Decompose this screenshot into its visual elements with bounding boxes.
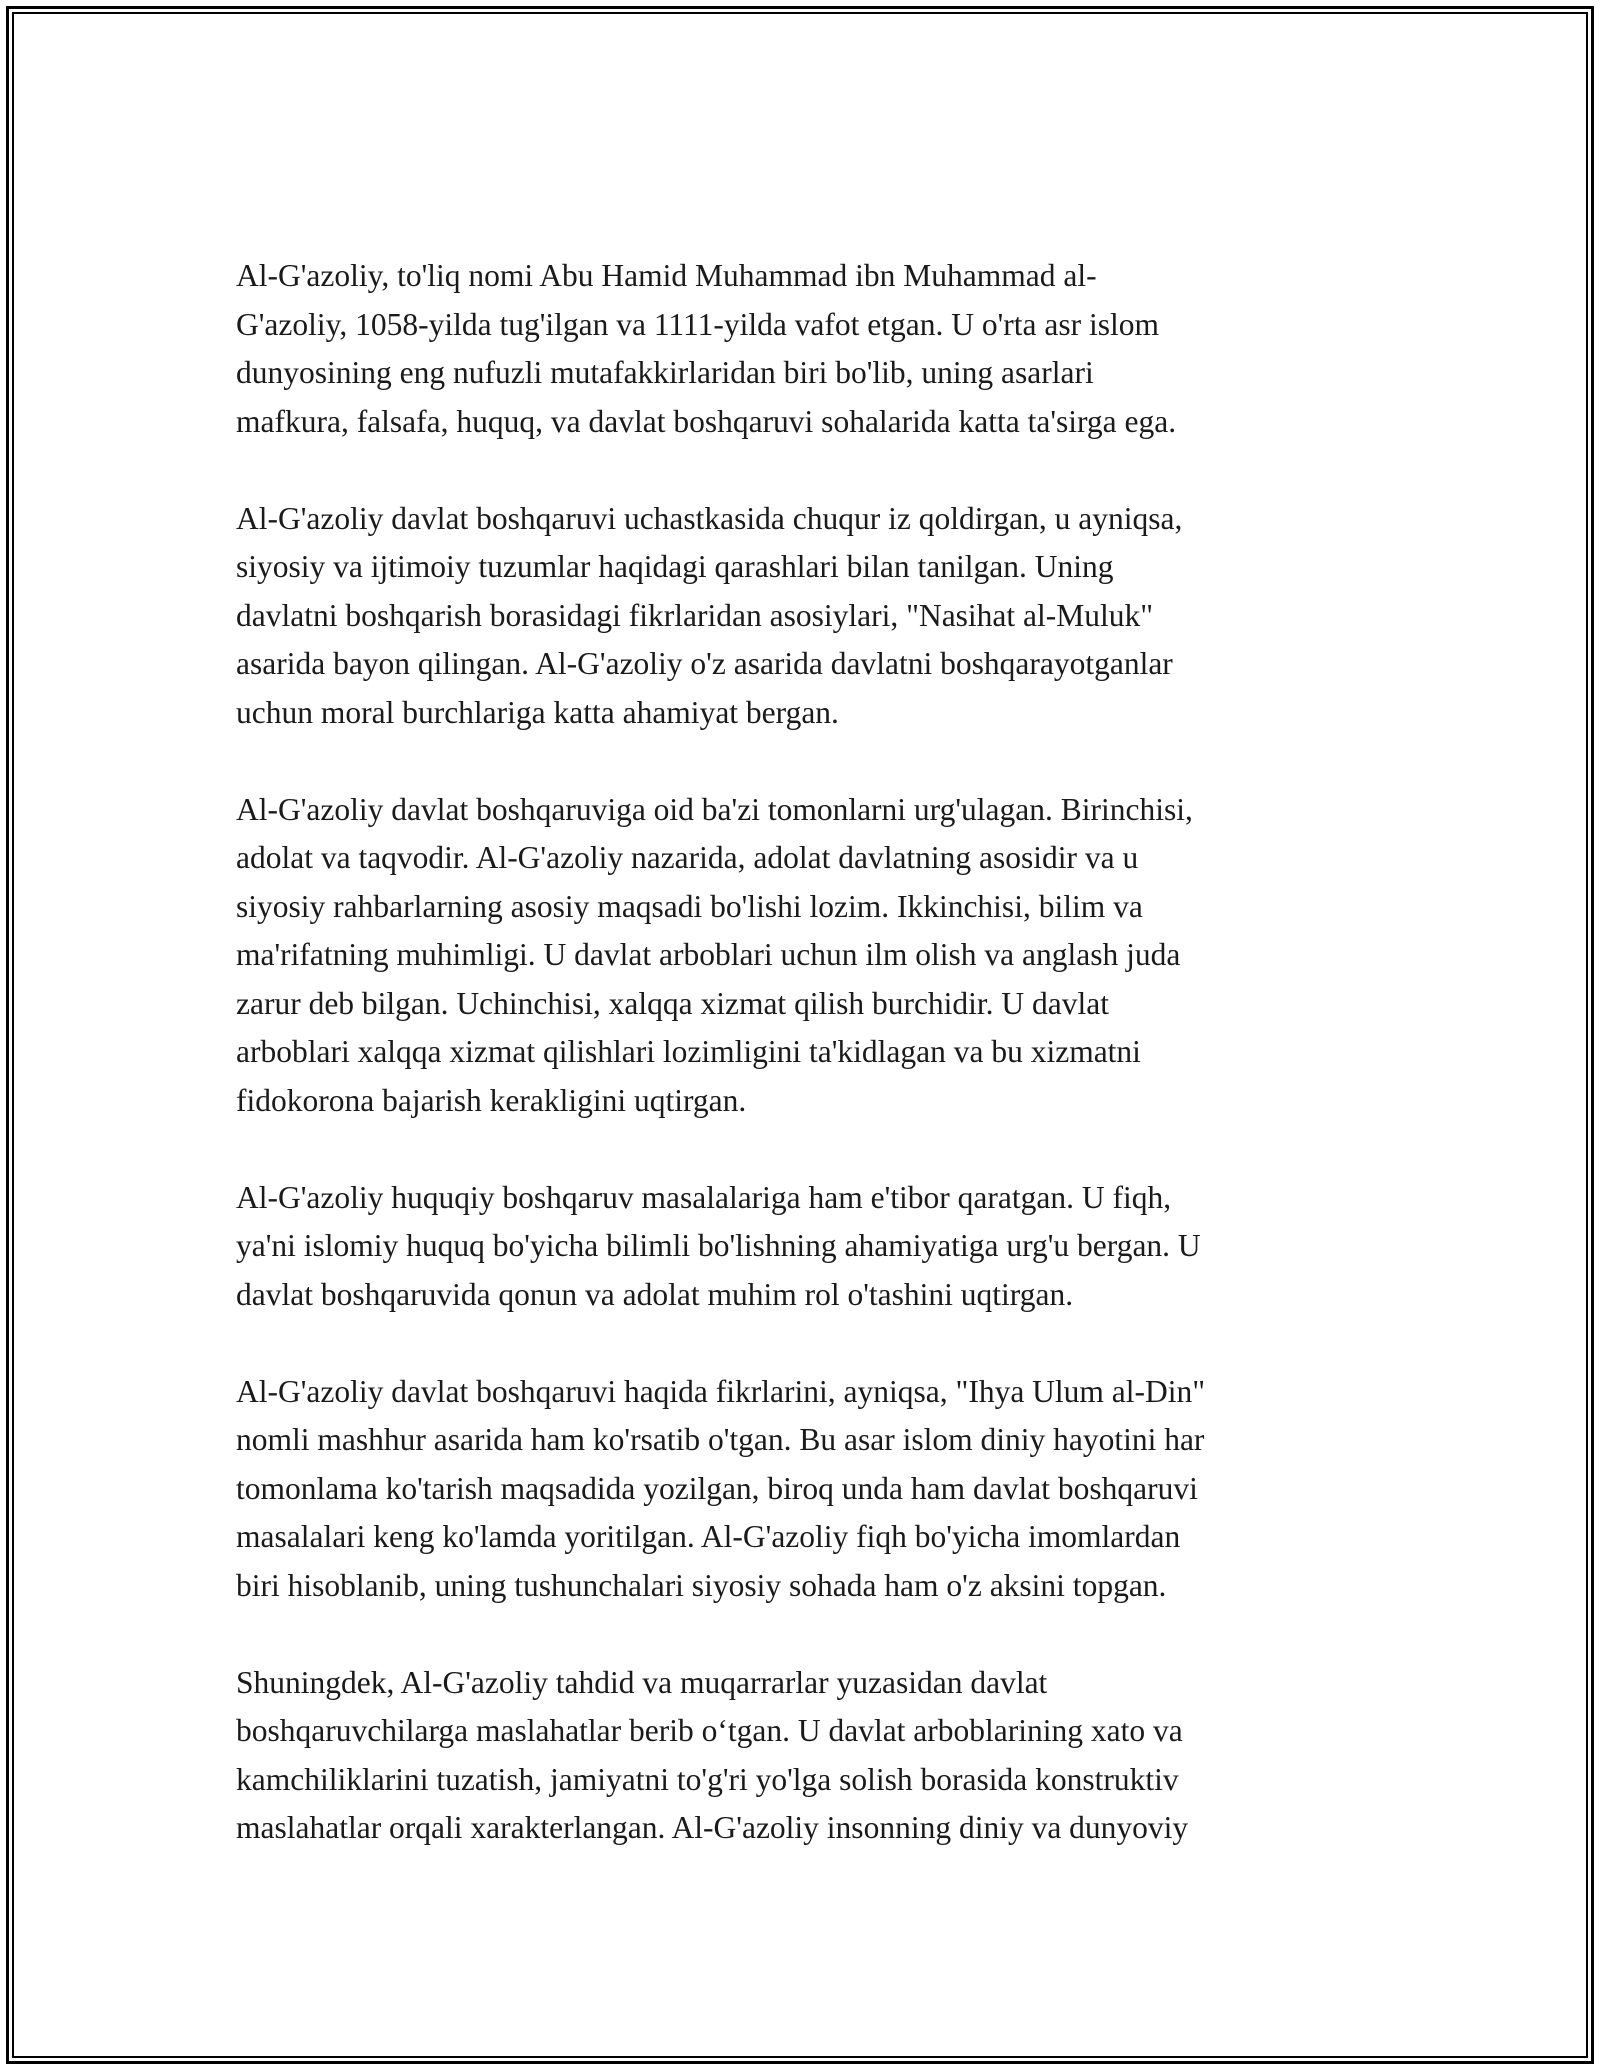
text-line: masalalari keng ko'lamda yoritilgan. Al-G'azoliy fiqh bo'yicha imomlardan (236, 1519, 1181, 1554)
text-line: ma'rifatning muhimligi. U davlat arboblari uchun ilm olish va anglash juda (236, 937, 1181, 972)
paragraph (236, 786, 1366, 1126)
text-line: adolat va taqvodir. Al-G'azoliy nazarida, adolat davlatning asosidir va u (236, 840, 1139, 875)
text-line: Al-G'azoliy davlat boshqaruviga oid ba'zi tomonlarni urg'ulagan. Birinchisi, (236, 791, 1193, 827)
text-line: davlatni boshqarish borasidagi fikrlaridan asosiylari, "Nasihat al-Muluk" (236, 597, 1154, 633)
paragraph (236, 495, 1366, 738)
text-line: fidokorona bajarish kerakligini uqtirgan. (236, 1082, 747, 1118)
text-line: Al-G'azoliy davlat boshqaruvi haqida fikrlarini, ayniqsa, "Ihya Ulum al-Din" (236, 1373, 1206, 1409)
text-line: G'azoliy, 1058-yilda tug'ilgan va 1111-yilda vafot etgan. U o'rta asr islom (236, 306, 1160, 342)
text-line: dunyosining eng nufuzli mutafakkirlaridan biri bo'lib, uning asarlari (236, 355, 1094, 390)
text-line: siyosiy va ijtimoiy tuzumlar haqidagi qarashlari bilan tanilgan. Uning (236, 549, 1114, 584)
text-line: davlat boshqaruvida qonun va adolat muhim rol o'tashini uqtirgan. (236, 1276, 1074, 1312)
text-line: nomli mashhur asarida ham ko'rsatib o'tgan. Bu asar islom diniy hayotini har (236, 1422, 1205, 1457)
paragraph (236, 1368, 1366, 1611)
paragraph (236, 1659, 1366, 1853)
paragraph (236, 1174, 1366, 1320)
text-line: asarida bayon qilingan. Al-G'azoliy o'z asarida davlatni boshqarayotganlar (236, 646, 1173, 681)
document-body (236, 252, 1366, 1901)
text-line: Al-G'azoliy, to'liq nomi Abu Hamid Muhammad ibn Muhammad al- (236, 258, 1097, 293)
paragraph (236, 252, 1366, 446)
text-line: arboblari xalqqa xizmat qilishlari lozimligini ta'kidlagan va bu xizmatni (236, 1034, 1141, 1069)
text-line: zarur deb bilgan. Uchinchisi, xalqqa xizmat qilish burchidir. U davlat (236, 985, 1110, 1021)
text-line: Shuningdek, Al-G'azoliy tahdid va muqarrarlar yuzasidan davlat (236, 1664, 1048, 1700)
text-line: biri hisoblanib, uning tushunchalari siyosiy sohada ham o'z aksini topgan. (236, 1567, 1167, 1603)
text-line: mafkura, falsafa, huquq, va davlat boshqaruvi sohalarida katta ta'sirga ega. (236, 403, 1177, 439)
text-line: tomonlama ko'tarish maqsadida yozilgan, biroq unda ham davlat boshqaruvi (236, 1470, 1198, 1506)
text-line: siyosiy rahbarlarning asosiy maqsadi bo'lishi lozim. Ikkinchisi, bilim va (236, 888, 1143, 924)
text-line: kamchiliklarini tuzatish, jamiyatni to'g'ri yo'lga solish borasida konstruktiv (236, 1761, 1179, 1797)
text-line: uchun moral burchlariga katta ahamiyat bergan. (236, 694, 839, 730)
text-line: Al-G'azoliy huquqiy boshqaruv masalalariga ham e'tibor qaratgan. U fiqh, (236, 1179, 1172, 1215)
text-line: maslahatlar orqali xarakterlangan. Al-G'azoliy insonning diniy va dunyoviy (236, 1810, 1189, 1845)
text-line: boshqaruvchilarga maslahatlar berib o‘tgan. U davlat arboblarining xato va (236, 1713, 1183, 1748)
text-line: ya'ni islomiy huquq bo'yicha bilimli bo'lishning ahamiyatiga urg'u bergan. U (236, 1228, 1201, 1263)
text-line: Al-G'azoliy davlat boshqaruvi uchastkasida chuqur iz qoldirgan, u ayniqsa, (236, 500, 1183, 536)
